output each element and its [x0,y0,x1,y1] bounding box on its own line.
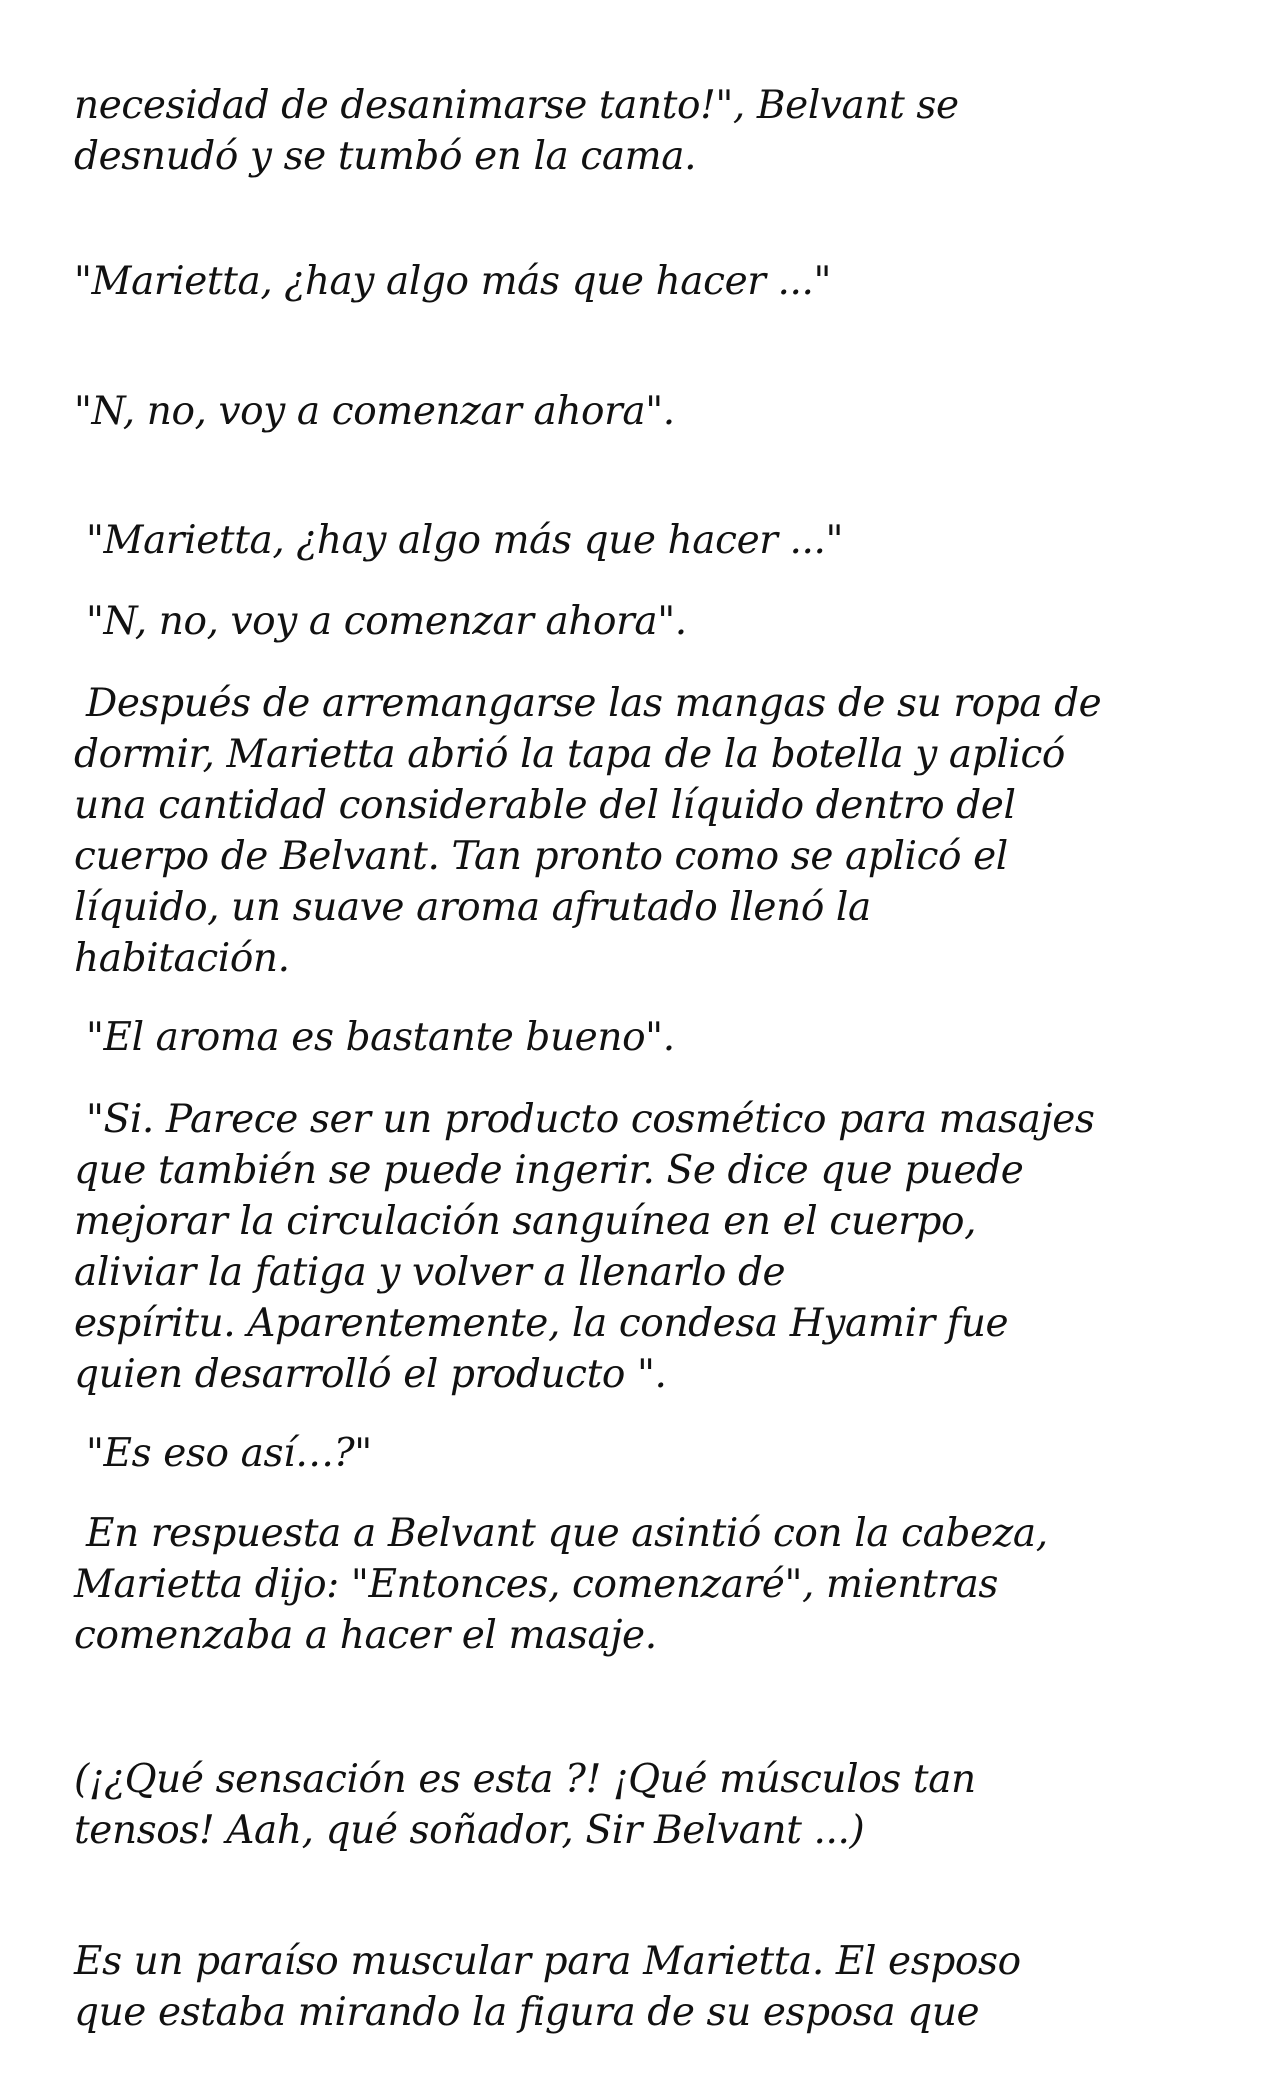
text-line: una cantidad considerable del líquido dentro del [74,783,1016,828]
paragraph-12 [74,1936,1214,2038]
text-line: "N, no, voy a comenzar ahora". [86,599,687,644]
paragraph-9 [86,1428,1226,1479]
text-line: Es un paraíso muscular para Marietta. El esposo [74,1939,1021,1984]
paragraph-8 [74,1094,1214,1400]
text-line: Después de arremangarse las mangas de su ropa de [86,681,1102,726]
text-line: dormir, Marietta abrió la tapa de la botella y aplicó [74,732,1066,777]
paragraph-5 [86,596,1226,647]
paragraph-2 [74,256,1214,307]
text-line: (¡¿Qué sensación es esta ?! ¡Qué músculos tan [74,1757,976,1802]
text-line: mejorar la circulación sanguínea en el cuerpo, [74,1199,977,1244]
text-line: necesidad de desanimarse tanto!", Belvant se [74,83,959,128]
text-line: cuerpo de Belvant. Tan pronto como se aplicó el [74,834,1008,879]
text-line: desnudó y se tumbó en la cama. [74,134,697,179]
paragraph-10 [74,1508,1214,1661]
text-line: "Marietta, ¿hay algo más que hacer ..." [86,518,844,563]
text-line: que estaba mirando la figura de su esposa que [74,1990,980,2035]
text-line: Marietta dijo: "Entonces, comenzaré", mientras [74,1562,999,1607]
text-line: En respuesta a Belvant que asintió con la cabeza, [86,1511,1048,1556]
paragraph-6 [74,678,1214,984]
text-line: "El aroma es bastante bueno". [86,1015,675,1060]
text-line: comenzaba a hacer el masaje. [74,1613,657,1658]
text-line: "N, no, voy a comenzar ahora". [74,389,675,434]
text-line: quien desarrolló el producto ". [74,1352,667,1397]
paragraph-1 [74,80,1214,182]
paragraph-4 [86,515,1226,566]
text-line: líquido, un suave aroma afrutado llenó la [74,885,871,930]
paragraph-7 [86,1012,1226,1063]
text-line: aliviar la fatiga y volver a llenarlo de [74,1250,786,1295]
text-line: espíritu. Aparentemente, la condesa Hyamir fue [74,1301,1009,1346]
text-line: "Es eso así…?" [86,1431,372,1476]
text-line: habitación. [74,936,290,981]
paragraph-3 [74,386,1214,437]
text-line: que también se puede ingerir. Se dice que puede [74,1148,1024,1193]
text-line: "Marietta, ¿hay algo más que hacer ..." [74,259,832,304]
text-line: "Si. Parece ser un producto cosmético para masajes [86,1097,1095,1142]
paragraph-11 [74,1754,1214,1856]
text-line: tensos! Aah, qué soñador, Sir Belvant ...) [74,1808,865,1853]
